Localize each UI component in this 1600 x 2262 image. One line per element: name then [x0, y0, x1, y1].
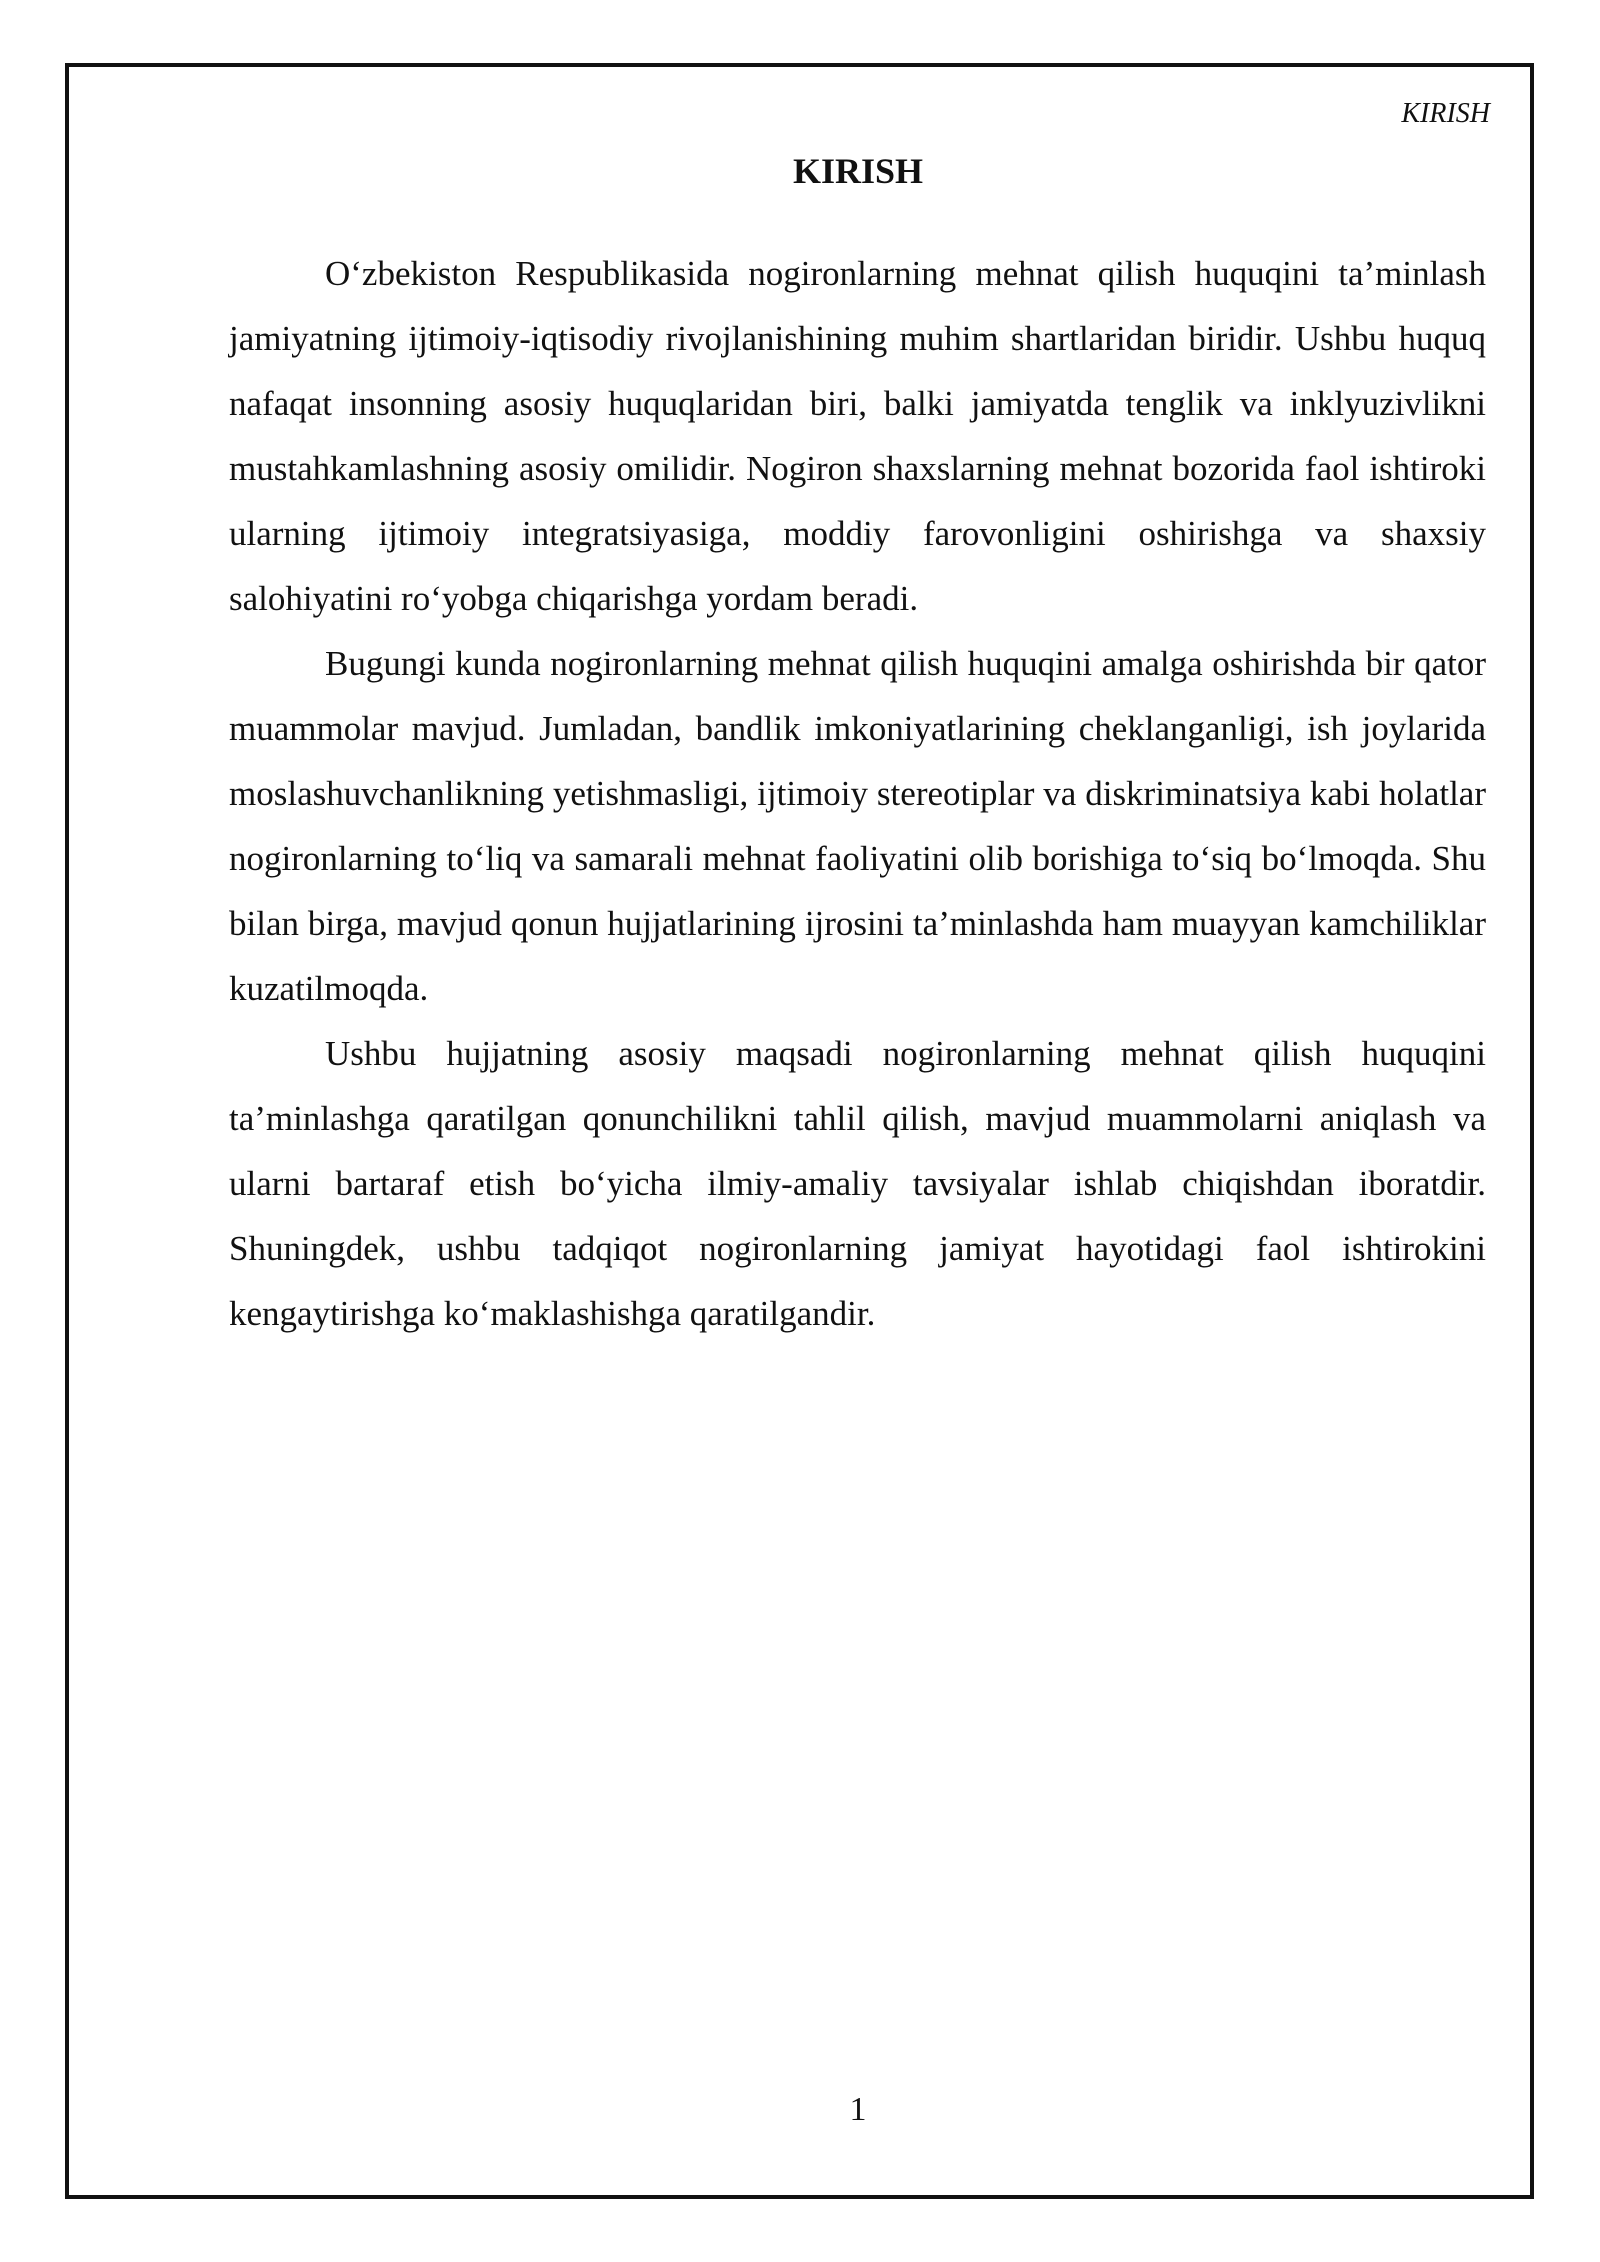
- page-number: 1: [849, 2091, 867, 2128]
- paragraph-3: Ushbu hujjatning asosiy maqsadi nogironlarning mehnat qilish huquqini ta’minlashga qaratilgan qonunchilikni tahlil qilish, mavjud muammolarni aniqlash va ularni bartaraf etish bo‘yicha ilmiy-amaliy tavsiyalar ishlab chiqishdan iboratdir. Shuningdek, ushbu tadqiqot nogironlarning jamiyat hayotidagi faol ishtirokini kengaytirishga ko‘maklashishga qaratilgandir.: [229, 1034, 1486, 1333]
- document-body: [229, 241, 1486, 1346]
- running-header: KIRISH: [1401, 98, 1490, 129]
- page-title: KIRISH: [792, 151, 924, 191]
- paragraph-2: Bugungi kunda nogironlarning mehnat qilish huquqini amalga oshirishda bir qator muammolar mavjud. Jumladan, bandlik imkoniyatlarining cheklanganligi, ish joylarida moslashuvchanlikning yetishmasligi, ijtimoiy stereotiplar va diskriminatsiya kabi holatlar nogironlarning to‘liq va samarali mehnat faoliyatini olib borishiga to‘siq bo‘lmoqda. Shu bilan birga, mavjud qonun hujjatlarining ijrosini ta’minlashda ham muayyan kamchiliklar kuzatilmoqda.: [229, 644, 1486, 1008]
- paragraph-1: O‘zbekiston Respublikasida nogironlarning mehnat qilish huquqini ta’minlash jamiyatning ijtimoiy-iqtisodiy rivojlanishining muhim shartlaridan biridir. Ushbu huquq nafaqat insonning asosiy huquqlaridan biri, balki jamiyatda tenglik va inklyuzivlikni mustahkamlashning asosiy omilidir. Nogiron shaxslarning mehnat bozorida faol ishtiroki ularning ijtimoiy integratsiyasiga, moddiy farovonligini oshirishga va shaxsiy salohiyatini ro‘yobga chiqarishga yordam beradi.: [229, 254, 1486, 618]
